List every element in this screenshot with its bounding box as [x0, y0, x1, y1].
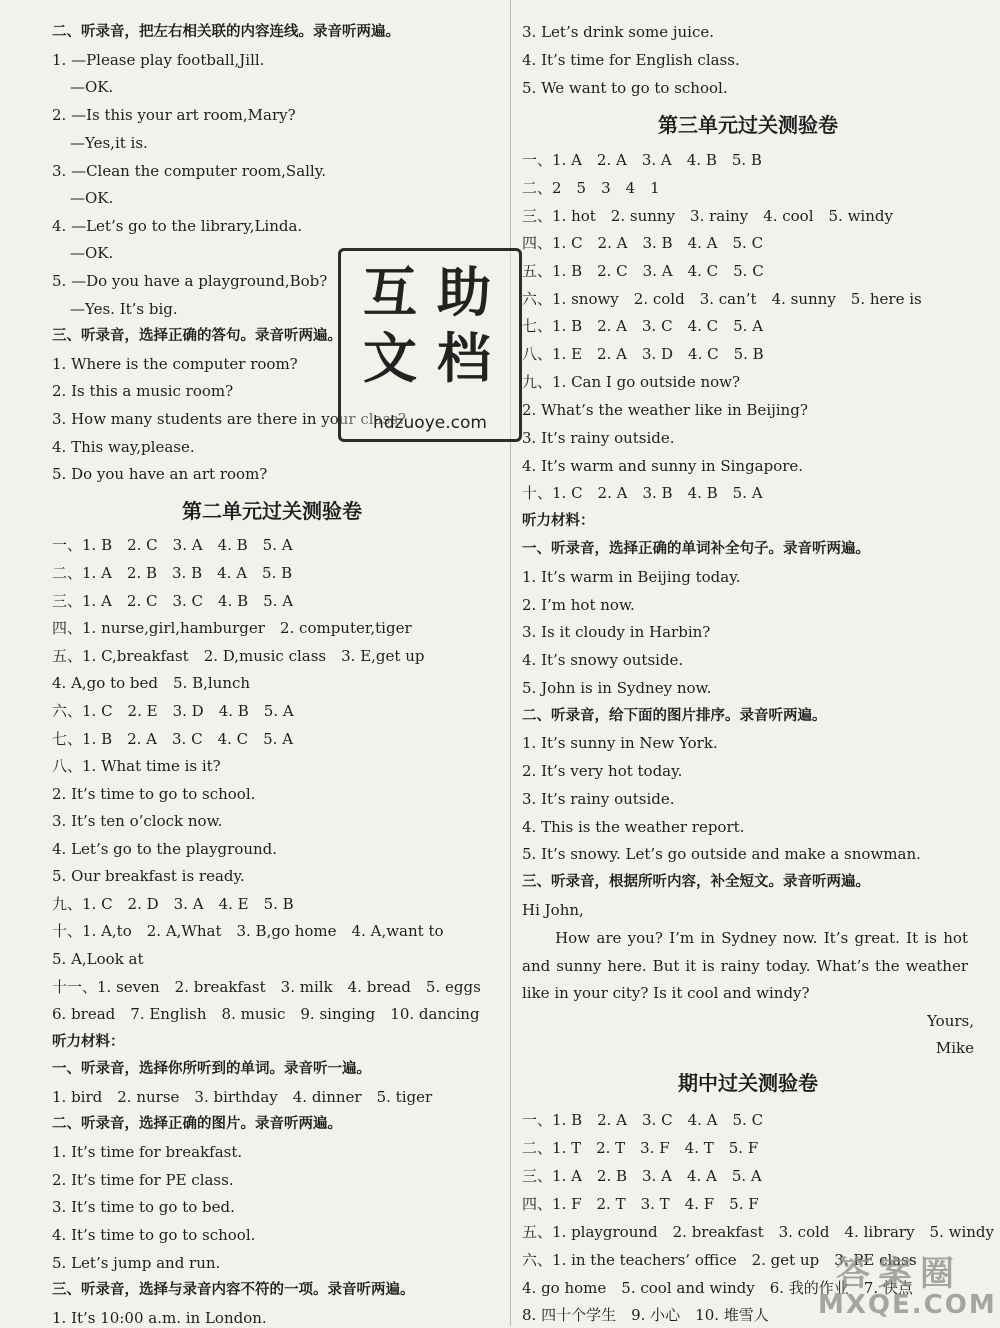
answer-line: 4. go home 5. cool and windy 6. 我的作业 7. 快点 — [522, 1279, 913, 1297]
answer-line: 四、1. nurse,girl,hamburger 2. computer,tiger — [52, 619, 412, 637]
answer-line: 4. This way,please. — [52, 438, 195, 456]
answer-line: Hi John, — [522, 901, 584, 919]
answer-line: 5. John is in Sydney now. — [522, 679, 712, 697]
answer-line: 二、2 5 3 4 1 — [522, 179, 660, 197]
section-heading: 听力材料： — [522, 513, 595, 529]
answer-line: 三、1. hot 2. sunny 3. rainy 4. cool 5. windy — [522, 207, 893, 225]
answer-line: 4. It’s time to go to school. — [52, 1226, 256, 1244]
corner-logo-title: 答案圈 — [836, 1254, 962, 1294]
section-heading: 一、听录音，选择正确的单词补全句子。录音听两遍。 — [522, 541, 870, 557]
answer-line: 3. How many students are there in your class? — [52, 410, 406, 428]
answer-line: 3. It’s rainy outside. — [522, 790, 675, 808]
answer-line: 四、1. F 2. T 3. T 4. F 5. F — [522, 1195, 759, 1213]
answer-line: 九、1. C 2. D 3. A 4. E 5. B — [52, 895, 294, 913]
answer-line: 六、1. in the teachers’ office 2. get up 3. PE class — [522, 1251, 917, 1269]
answer-line: 4. Let’s go to the playground. — [52, 840, 278, 858]
answer-line: 3. Is it cloudy in Harbin? — [522, 623, 711, 641]
answer-line: 2. What’s the weather like in Beijing? — [522, 401, 808, 419]
answer-line: 三、1. A 2. C 3. C 4. B 5. A — [52, 592, 294, 610]
answer-line: 1. Where is the computer room? — [52, 355, 298, 373]
answer-line: 2. —Is this your art room,Mary? — [52, 106, 296, 124]
answer-line: 2. I’m hot now. — [522, 596, 635, 614]
answer-line: 2. It’s time to go to school. — [52, 785, 256, 803]
watermark-char: 互 — [363, 261, 417, 324]
answer-line: 5. Our breakfast is ready. — [52, 867, 245, 885]
answer-line: 1. It’s sunny in New York. — [522, 734, 718, 752]
answer-line: 2. It’s time for PE class. — [52, 1171, 234, 1189]
answer-line: 4. It’s time for English class. — [522, 51, 740, 69]
watermark-stamp — [338, 248, 522, 442]
answer-line: 5. Do you have an art room? — [52, 465, 268, 483]
answer-line: 5. —Do you have a playground,Bob? — [52, 272, 328, 290]
section-heading: 二、听录音，给下面的图片排序。录音听两遍。 — [522, 708, 827, 724]
answer-line: 5. It’s snowy. Let’s go outside and make a snowman. — [522, 845, 921, 863]
letter-signoff: Yours, — [927, 1012, 974, 1030]
answer-line: 8. 四十个学生 9. 小心 10. 堆雪人 — [522, 1306, 769, 1324]
letter-signoff: Mike — [935, 1039, 974, 1057]
answer-line: 1. It’s warm in Beijing today. — [522, 568, 741, 586]
answer-line: 2. It’s very hot today. — [522, 762, 683, 780]
answer-line: 七、1. B 2. A 3. C 4. C 5. A — [52, 730, 294, 748]
section-heading: 二、听录音，把左右相关联的内容连线。录音听两遍。 — [52, 24, 400, 40]
answer-line: 一、1. A 2. A 3. A 4. B 5. B — [522, 151, 762, 169]
answer-line: 五、1. B 2. C 3. A 4. C 5. C — [522, 262, 764, 280]
answer-line: 5. A,Look at — [52, 950, 144, 968]
answer-line: 六、1. C 2. E 3. D 4. B 5. A — [52, 702, 294, 720]
answer-line: —OK. — [70, 78, 114, 96]
answer-line: 4. —Let’s go to the library,Linda. — [52, 217, 303, 235]
answer-line: 4. It’s snowy outside. — [522, 651, 684, 669]
answer-line: 5. We want to go to school. — [522, 79, 728, 97]
section-title: 第二单元过关测验卷 — [182, 499, 362, 523]
section-title: 第三单元过关测验卷 — [658, 113, 838, 137]
watermark-char: 档 — [437, 327, 491, 390]
answer-line: —OK. — [70, 244, 114, 262]
answer-line: 六、1. snowy 2. cold 3. can’t 4. sunny 5. here is — [522, 290, 922, 308]
answer-line: —Yes. It’s big. — [70, 300, 178, 318]
answer-line: 一、1. B 2. A 3. C 4. A 5. C — [522, 1111, 764, 1129]
section-heading: 三、听录音，根据所听内容，补全短文。录音听两遍。 — [522, 874, 870, 890]
answer-line: —OK. — [70, 189, 114, 207]
section-heading: 二、听录音，选择正确的图片。录音听两遍。 — [52, 1116, 342, 1132]
column-divider — [510, 0, 511, 1326]
answer-line: 4. This is the weather report. — [522, 818, 745, 836]
answer-line: 二、1. T 2. T 3. F 4. T 5. F — [522, 1139, 759, 1157]
answer-line: 五、1. C,breakfast 2. D,music class 3. E,get up — [52, 647, 425, 665]
answer-line: 4. A,go to bed 5. B,lunch — [52, 674, 251, 692]
answer-line: 3. It’s ten o’clock now. — [52, 812, 223, 830]
answer-line: 十、1. A,to 2. A,What 3. B,go home 4. A,want to — [52, 922, 444, 940]
answer-line: 3. It’s time to go to bed. — [52, 1198, 235, 1216]
watermark-char: 文 — [363, 327, 417, 390]
section-heading: 三、听录音，选择正确的答句。录音听两遍。 — [52, 328, 342, 344]
answer-line: 一、1. B 2. C 3. A 4. B 5. A — [52, 536, 293, 554]
watermark-char: 助 — [437, 261, 491, 324]
answer-line: 八、1. E 2. A 3. D 4. C 5. B — [522, 345, 764, 363]
answer-line: 1. bird 2. nurse 3. birthday 4. dinner 5. tiger — [52, 1088, 433, 1106]
answer-line: 4. It’s warm and sunny in Singapore. — [522, 457, 804, 475]
answer-line: 6. bread 7. English 8. music 9. singing 10. dancing — [52, 1005, 480, 1023]
answer-line: 二、1. A 2. B 3. B 4. A 5. B — [52, 564, 293, 582]
watermark-url: hdzuoye.com — [373, 413, 487, 433]
answer-line: 1. It’s time for breakfast. — [52, 1143, 243, 1161]
answer-line: 1. It’s 10:00 a.m. in London. — [52, 1309, 267, 1327]
answer-line: 十、1. C 2. A 3. B 4. B 5. A — [522, 484, 763, 502]
section-heading: 听力材料： — [52, 1034, 125, 1050]
section-heading: 三、听录音，选择与录音内容不符的一项。录音听两遍。 — [52, 1282, 415, 1298]
answer-line: 九、1. Can I go outside now? — [522, 373, 741, 391]
corner-logo — [810, 1246, 997, 1322]
answer-line: 十一、1. seven 2. breakfast 3. milk 4. bread 5. eggs — [52, 978, 481, 996]
passage-line: and sunny here. But it is rainy today. What’s the weather — [522, 957, 968, 975]
answer-line: like in your city? Is it cool and windy? — [522, 984, 810, 1002]
section-heading: 一、听录音，选择你所听到的单词。录音听一遍。 — [52, 1061, 371, 1077]
answer-line: 2. Is this a music room? — [52, 382, 234, 400]
answer-line: 三、1. A 2. B 3. A 4. A 5. A — [522, 1167, 762, 1185]
answer-line: 1. —Please play football,Jill. — [52, 51, 265, 69]
answer-line: 五、1. playground 2. breakfast 3. cold 4. library 5. windy — [522, 1223, 995, 1241]
passage-line: How are you? I’m in Sydney now. It’s great. It is hot — [522, 929, 968, 947]
answer-line: 3. Let’s drink some juice. — [522, 23, 715, 41]
section-title: 期中过关测验卷 — [678, 1071, 818, 1095]
answer-line: 3. It’s rainy outside. — [522, 429, 675, 447]
answer-line: 3. —Clean the computer room,Sally. — [52, 162, 326, 180]
answer-line: 八、1. What time is it? — [52, 757, 221, 775]
answer-line: 四、1. C 2. A 3. B 4. A 5. C — [522, 234, 764, 252]
answer-line: 5. Let’s jump and run. — [52, 1254, 221, 1272]
answer-line: —Yes,it is. — [70, 134, 148, 152]
answer-line: 七、1. B 2. A 3. C 4. C 5. A — [522, 317, 764, 335]
corner-logo-domain: MXQE.COM — [818, 1290, 997, 1320]
